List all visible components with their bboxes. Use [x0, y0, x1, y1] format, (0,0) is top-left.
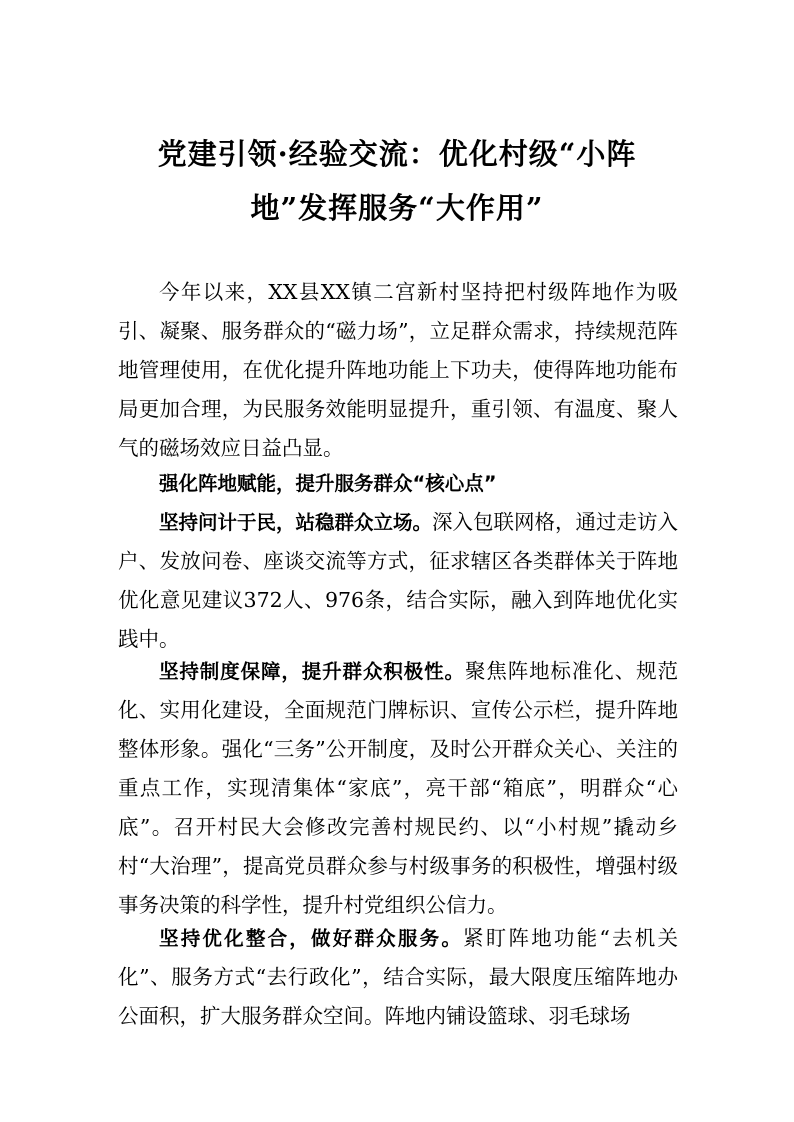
measure-lead: 坚持优化整合，做好群众服务。 [159, 927, 464, 950]
measure-paragraph [118, 652, 678, 925]
intro-paragraph: 今年以来，XX县XX镇二宫新村坚持把村级阵地作为吸引、凝聚、服务群众的“磁力场”，立足群众需求，持续规范阵地管理使用，在优化提升阵地功能上下功夫，使得阵地功能布局更加合理，为民服务效能明显提升，重引领、有温度、聚人气的磁场效应日益凸显。 [118, 280, 678, 460]
intro-paragraph-block [118, 273, 678, 468]
section-heading: 强化阵地赋能，提升服务群众“核心点” [158, 472, 497, 495]
measure-lead: 坚持制度保障，提升群众积极性。 [159, 660, 465, 683]
measure-lead: 坚持问计于民，站稳群众立场。 [159, 511, 433, 534]
measure-text: 紧盯阵地功能“去机关化”、服务方式“去行政化”，结合实际，最大限度压缩阵地办公面积，扩大服务群众空间。阵地内铺设篮球、羽毛球场 [118, 926, 678, 1028]
measure-paragraph [118, 503, 678, 659]
measure-paragraph-block [118, 919, 678, 1036]
measure-text: 聚焦阵地标准化、规范化、实用化建设，全面规范门牌标识、宣传公示栏，提升阵地整体形象。强化“三务”公开制度，及时公开群众关心、关注的重点工作，实现清集体“家底”，亮干部“箱底”，明群众“心底”。召开村民大会修改完善村规民约、以“小村规”撬动乡村“大治理”，提高党员群众参与村级事务的积极性，增强村级事务决策的科学性，提升村党组织公信力。 [118, 659, 678, 917]
document-title-line-2: 地”发挥服务“大作用” [250, 191, 544, 225]
measure-paragraph [118, 919, 678, 1036]
measure-text: 深入包联网格，通过走访入户、发放问卷、座谈交流等方式，征求辖区各类群体关于阵地优化意见建议372人、976条，结合实际，融入到阵地优化实践中。 [118, 510, 679, 651]
measure-paragraph-block [118, 652, 678, 925]
measure-paragraph-block [118, 503, 678, 659]
document-title-line-1: 党建引领·经验交流：优化村级“小阵 [157, 137, 637, 171]
